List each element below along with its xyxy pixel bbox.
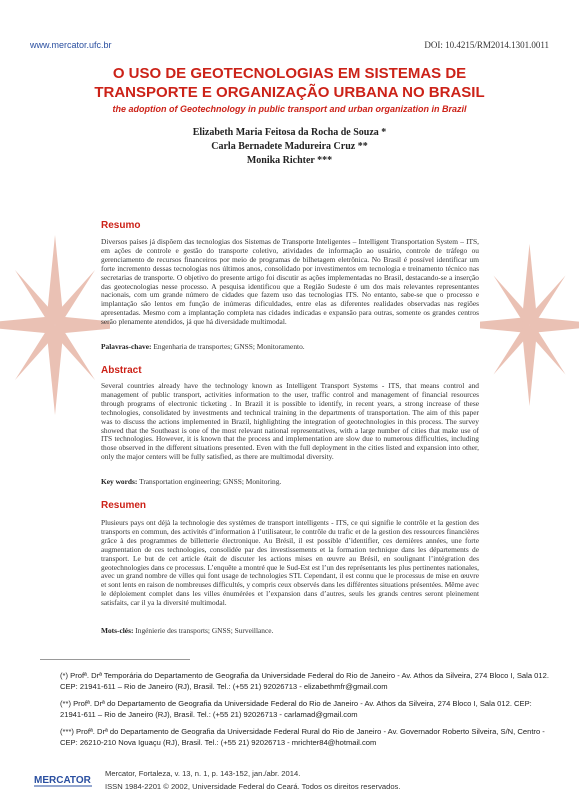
keywords-value: Engenharia de transportes; GNSS; Monitoramento.: [153, 342, 305, 351]
issn-line: ISSN 1984-2201 © 2002, Universidade Federal do Ceará. Todos os direitos reservados.: [105, 782, 401, 791]
abstract-keywords: [101, 477, 479, 486]
logo-text: MERCATOR: [34, 775, 91, 786]
resumen-heading: Resumen: [101, 500, 147, 511]
abstract-heading: Abstract: [101, 365, 142, 376]
resumen-keywords: [101, 626, 479, 635]
citation-line: Mercator, Fortaleza, v. 13, n. 1, p. 143-152, jan./abr. 2014.: [105, 769, 301, 778]
title-line: O USO DE GEOTECNOLOGIAS EM SISTEMAS DE: [112, 65, 467, 82]
resumen-body: Plusieurs pays ont déjà la technologie des systèmes de transport intelligents - ITS, ce qui signifie le contrôle et la gestion des transports en commun, des activités d’information à l’utilisateur, le contrôle du trafic et de la gestion des ressources financières grâce à des programmes de billetterie électronique. Au Brésil, il est possible d’identifier, ces dernières années, une forte augmentation de ces technologies, consolidée par des investissements et la formation technique dans les départements de transport. Le but de cet article était de discuter les actions mises en œuvre au Brésil, en soulignant l’intégration des geotechnologies dans ce processus. L’enquête a montré que le Sud-Est est l’un des représentants les plus pertinentes nationales, avec un grand nombre de villes qui font usage de technologies STI. Cependant, il est connu que le processus de mise en œuvre et sont lents en raison de nombreuses difficultés, y compris ceux observés dans les différentes situations présentées. Même avec le déploiement complet dans les villes énumérées et l’expansion dans d’autres, seuls les grands centres seront pleinement satisfaits, car il ya la diversité multimodal.: [101, 518, 479, 608]
keywords-label: Palavras-chave:: [101, 342, 152, 351]
author-list: [80, 126, 499, 168]
author-name: Elizabeth Maria Feitosa da Rocha de Souza *: [192, 127, 387, 138]
author-name: Monika Richter ***: [246, 155, 333, 166]
resumo-heading: Resumo: [101, 220, 141, 231]
abstract-body: Several countries already have the technology known as Intelligent Transport Systems - ITS, that means control and management of public transport, activities information to the user, traffic control and management of financial resources through programs of electronic ticketing . In Brazil it is possible to identify, in recent years, a strong increase of these technologies, consolidated by investments and technical training in the departments of transportation. The aim of this paper was to discuss the actions implemented in Brazil, highlighting the integration of geotechnologies in this process. The survey showed that the Southeast is one of the most relevant national representatives, with a large number of cities that make use of ITS technologies. However, it is known that the process and implementation are slow due to numerous difficulties, including those observed in the different situations presented. Even with the full deployment in the cities listed and expansion into other, only the major centers will be fully satisfied, as there are multimodal diversity.: [101, 381, 479, 462]
keywords-label: Key words:: [101, 477, 138, 486]
footnote-author-2: (**) Profª. Drª do Departamento de Geografia da Universidade Federal do Rio de Janeiro - Av. Athos da Silveira, 274 Bloco I, Sala 012. CEP: 21941-611 – Rio de Janeiro (RJ), Brasil. Tel.: (+55 21) 92026713 - carlamad@gmail.com: [60, 699, 532, 719]
footnote-divider: [40, 659, 190, 660]
article-title: [40, 64, 539, 102]
doi-label: DOI: 10.4215/RM2014.1301.0011: [424, 40, 549, 50]
compass-rose-right-icon: [480, 230, 579, 420]
footnote-author-1: (*) Profª. Drª Temporária do Departamento de Geografia da Universidade Federal do Rio de Janeiro - Av. Athos da Silveira, 274 Bloco I, Sala 012. CEP: 21941-611 – Rio de Janeiro (RJ), Brasil. Tel.: (+55 21) 92026713 - elizabethmfr@gmail.com: [60, 671, 549, 691]
author-name: Carla Bernadete Madureira Cruz **: [211, 141, 368, 152]
resumo-body: Diversos países já dispõem das tecnologias dos Sistemas de Transporte Inteligentes – Intelligent Transportation System – ITS, em ações de controle e gestão do transporte coletivo, atividades de informação ao usuário, controle de tráfego ou gerenciamento de recursos financeiros por meio de programas de bilhetagem eletrônica. No Brasil é possível identificar um forte incremento dessas tecnologias nos últimos anos, consolidado por investimentos em tecnologia e treinamento técnico nas secretarias de transporte. O objetivo do presente artigo foi discutir as ações implementadas no Brasil, destacando-se a inserção das geotecnologias nesse processo. A pesquisa identificou que a Região Sudeste é um dos mais relevantes representantes nacionais, com um grande número de cidades que fazem uso das tecnologias ITS. No entanto, sabe-se que o processo e implantação são lentos em função de inúmeras dificuldades, entre elas as diferentes realidades observadas nas regiões apresentadas. Mesmo com a implantação completa nas cidades indicadas e expansão para outras, somente os grandes centros serão plenamente atendidos, já que há diversidade multimodal.: [101, 237, 479, 327]
mercator-logo: [34, 768, 94, 790]
article-subtitle: the adoption of Geotechnology in public transport and urban organization in Brazil: [112, 104, 467, 114]
keywords-value: Transportation engineering; GNSS; Monitoring.: [139, 477, 282, 486]
footnote-author-3: (***) Profª. Drª do Departamento de Geografia da Universidade Federal Rural do Rio de Janeiro - Av. Governador Roberto Silveira, S/N, Centro - CEP: 26210-210 Nova Iguaçu (RJ), Brasil. Tel.: (+55 21) 92026713 - mrichter84@hotmail.com: [60, 727, 545, 747]
compass-rose-left-icon: [0, 230, 110, 420]
resumo-keywords: [101, 342, 479, 351]
keywords-value: Ingénierie des transports; GNSS; Surveillance.: [135, 626, 274, 635]
keywords-label: Mots-clés:: [101, 626, 134, 635]
title-line: TRANSPORTE E ORGANIZAÇÃO URBANA NO BRASIL: [94, 84, 485, 101]
journal-url-link[interactable]: www.mercator.ufc.br: [30, 40, 112, 50]
